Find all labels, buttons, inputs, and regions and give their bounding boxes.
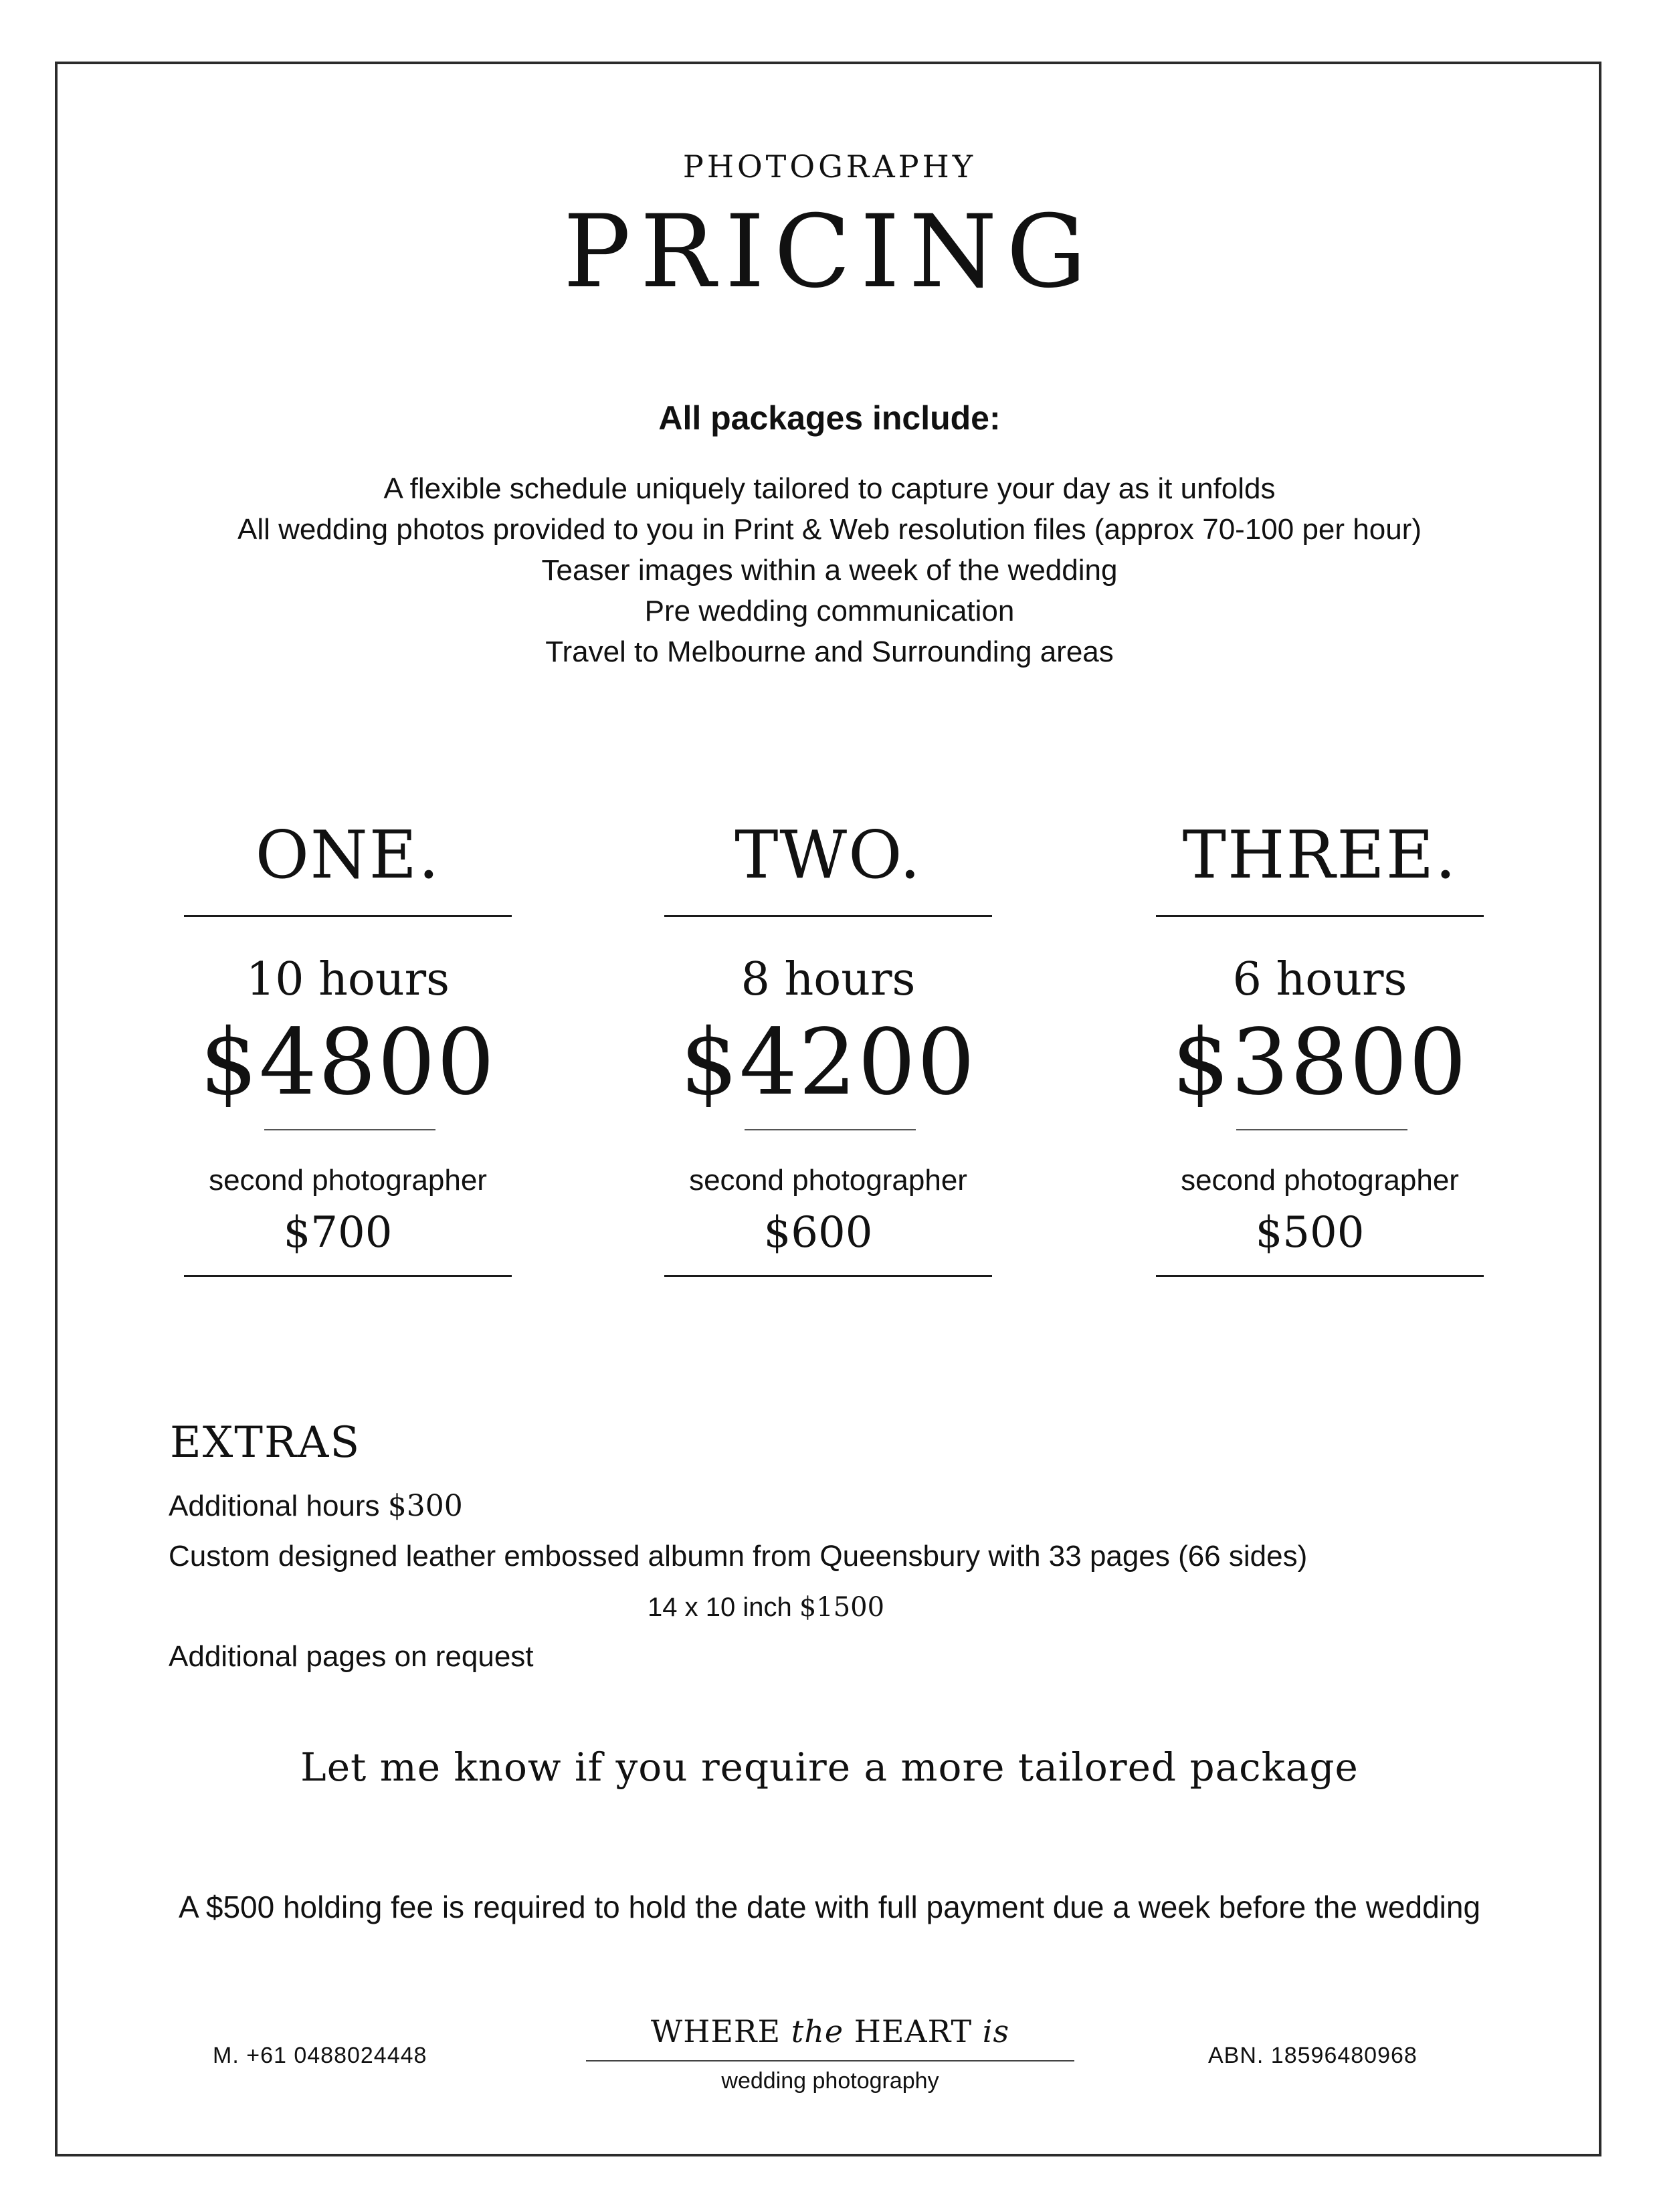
second-photographer-price: $500 [1255, 1208, 1365, 1258]
package-price: $3800 [1171, 1010, 1468, 1116]
tailored-note: Let me know if you require a more tailored package [300, 1744, 1359, 1790]
package-divider [184, 915, 512, 917]
extra-hours-label: Additional hours [169, 1490, 388, 1522]
page-title: PRICING [563, 194, 1096, 310]
package-price: $4200 [680, 1010, 977, 1116]
album-size-price: $1500 [799, 1592, 885, 1623]
package-divider [664, 915, 992, 917]
package-hours: 8 hours [741, 953, 916, 1006]
second-photographer-label: second photographer [689, 1164, 967, 1197]
includes-item: Pre wedding communication [644, 595, 1015, 627]
logo-subtitle: wedding photography [721, 2068, 939, 2094]
package-hours: 6 hours [1232, 953, 1407, 1006]
package-divider [1156, 1275, 1484, 1277]
second-photographer-price: $600 [763, 1208, 873, 1258]
includes-item: All wedding photos provided to you in Print & Web resolution files (approx 70-100 per hour) [237, 513, 1422, 546]
extra-pages: Additional pages on request [169, 1640, 534, 1673]
extra-album-size [648, 1592, 884, 1623]
package-one [184, 816, 512, 1258]
footer-phone: M. +61 0488024448 [213, 2043, 427, 2068]
package-divider [664, 1275, 992, 1277]
package-divider [1156, 915, 1484, 917]
package-name: ONE. [255, 817, 441, 894]
includes-item: A flexible schedule uniquely tailored to capture your day as it unfolds [383, 472, 1276, 505]
extra-album: Custom designed leather embossed albumn from Queensbury with 33 pages (66 sides) [169, 1540, 1308, 1573]
includes-list [0, 468, 1659, 672]
logo-heart: HEART [844, 2013, 983, 2049]
logo-where: WHERE [650, 2013, 791, 2049]
footer-abn: ABN. 18596480968 [1208, 2043, 1418, 2068]
package-three [1156, 816, 1484, 1258]
extras-title: EXTRAS [170, 1418, 361, 1468]
logo-is: is [982, 2013, 1010, 2049]
package-name: TWO. [735, 817, 922, 894]
package-divider [745, 1129, 916, 1130]
includes-item: Teaser images within a week of the wedding [541, 554, 1118, 587]
package-two [664, 816, 992, 1258]
includes-heading: All packages include: [658, 399, 1001, 437]
second-photographer-label: second photographer [1181, 1164, 1459, 1197]
package-divider [1236, 1129, 1407, 1130]
logo-the: the [791, 2013, 844, 2049]
extra-hours-price: $300 [387, 1489, 463, 1523]
package-price: $4800 [199, 1010, 496, 1116]
package-hours: 10 hours [246, 953, 450, 1006]
logo-divider [586, 2060, 1074, 2062]
package-divider [184, 1275, 512, 1277]
extra-hours [169, 1489, 463, 1523]
package-divider [264, 1129, 435, 1130]
second-photographer-price: $700 [283, 1208, 393, 1258]
brand-logo [586, 2013, 1074, 2049]
holding-fee-note: A $500 holding fee is required to hold the date with full payment due a week before the wedding [178, 1890, 1481, 1924]
second-photographer-label: second photographer [209, 1164, 487, 1197]
album-size-label: 14 x 10 inch [648, 1593, 799, 1622]
package-name: THREE. [1182, 817, 1458, 894]
includes-item: Travel to Melbourne and Surrounding areas [545, 635, 1114, 668]
page-eyebrow: PHOTOGRAPHY [682, 148, 977, 185]
